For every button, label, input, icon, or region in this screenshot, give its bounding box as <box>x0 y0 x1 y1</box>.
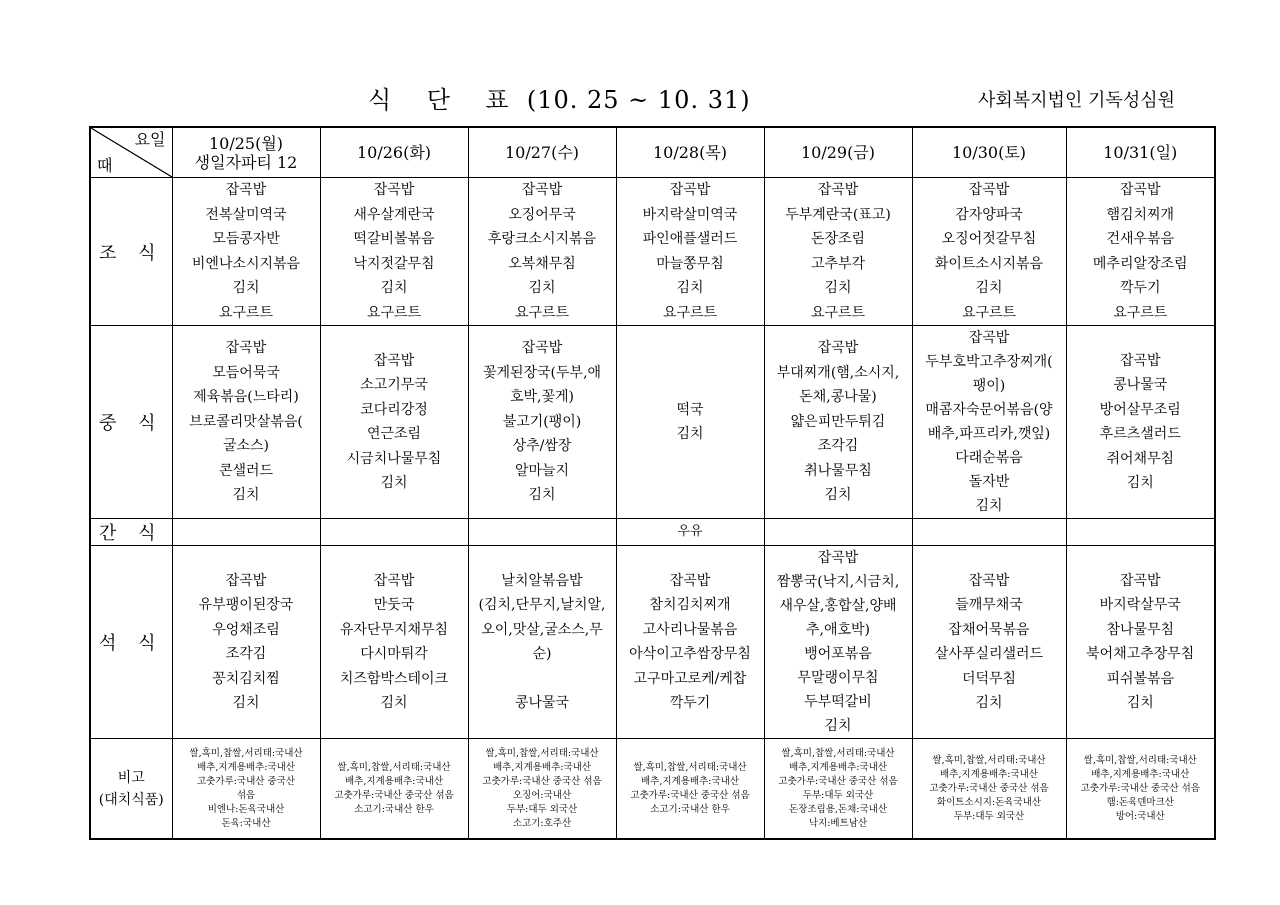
menu-item: 화이트소시지볶음 <box>934 255 1044 272</box>
menu-item: 시금치나물무침 <box>346 450 442 467</box>
menu-item: 아삭이고추쌈장무침 <box>629 646 751 662</box>
menu-item: 김치 <box>1126 475 1154 491</box>
snack-cell <box>764 519 912 546</box>
menu-item: 요구르트 <box>961 304 1017 321</box>
menu-item: 건새우볶음 <box>1106 231 1175 247</box>
note-line: 쌀,흑미,찹쌀,서리태:국내산 <box>932 754 1046 766</box>
note-line: 배추,지계용배추:국내산 <box>789 761 887 773</box>
menu-item: 얇은피만두튀김 <box>790 413 886 430</box>
breakfast-row <box>90 178 1215 326</box>
day-header <box>468 127 616 178</box>
note-line: 배추,지계용배추:국내산 <box>641 775 739 787</box>
note-line: 고춧가루:국내산 중국산 섞음 <box>630 789 750 801</box>
menu-item: 김치 <box>975 695 1003 711</box>
menu-item: 잡곡밥 <box>373 352 415 369</box>
menu-item: 제육볶음(느타리) <box>193 389 299 406</box>
page-title: 식 단 표 (10. 25 ~ 10. 31) <box>368 86 751 114</box>
note-line: 쌀,흑미,찹쌀,서리태:국내산 <box>485 747 599 759</box>
menu-cell <box>172 326 320 519</box>
menu-item: 유부팽이된장국 <box>198 597 294 613</box>
day-date: 10/26(화) <box>356 143 432 162</box>
menu-item: 잡곡밥 <box>669 572 711 589</box>
header-row <box>90 127 1215 178</box>
menu-item: 모듬어묵국 <box>212 364 280 381</box>
menu-cell <box>172 546 320 739</box>
note-line: 비엔나:돈육국내산 <box>207 803 285 815</box>
note-line: 배추,지계용배추:국내산 <box>345 775 443 787</box>
snack-row <box>90 519 1215 546</box>
menu-item: 만둣국 <box>373 597 415 613</box>
menu-item: 낙지젓갈무침 <box>353 255 435 272</box>
menu-item: 오징어젓갈무침 <box>941 231 1037 247</box>
notes-cell <box>1066 739 1215 840</box>
notes-cell <box>468 739 616 840</box>
menu-item: 김치 <box>232 280 260 296</box>
corner-cell <box>90 127 172 178</box>
note-line: 배추,지계용배추:국내산 <box>1091 768 1190 780</box>
day-date: 10/25(월) <box>208 133 284 153</box>
menu-cell <box>320 326 468 519</box>
menu-table <box>89 126 1216 840</box>
note-line: 배추,지계용배추:국내산 <box>493 761 591 773</box>
day-date: 10/31(일) <box>1103 143 1178 162</box>
menu-item: 바지락살무국 <box>1099 597 1181 613</box>
menu-item: 피쉬볼볶음 <box>1106 670 1175 687</box>
menu-item: 방어살무조림 <box>1099 401 1181 418</box>
menu-item: 꽃게된장국(두부,애 <box>482 364 602 381</box>
note-line: 고춧가루:국내산 중국산 섞음 <box>1080 782 1200 794</box>
note-line: 햄:돈육덴마크산 <box>1106 796 1174 808</box>
menu-cell <box>912 546 1066 739</box>
menu-item: 마늘쫑무침 <box>656 255 724 272</box>
menu-item: 연근조림 <box>366 426 422 442</box>
breakfast-label: 조 식 <box>90 178 172 326</box>
note-line: 쌀,흑미,찹쌀,서리태:국내산 <box>633 761 747 773</box>
menu-cell <box>616 178 764 326</box>
menu-item: 호박,꽃게) <box>509 389 574 406</box>
notes-label-line: (대치식품) <box>98 791 164 808</box>
menu-item: 잡곡밥 <box>817 340 859 357</box>
note-line: 방어:국내산 <box>1115 810 1165 822</box>
lunch-row <box>90 326 1215 519</box>
menu-item: 취나물무침 <box>804 462 872 479</box>
menu-item: 김치 <box>824 280 852 296</box>
note-line: 두부:대두 외국산 <box>802 789 874 801</box>
menu-cell <box>912 326 1066 519</box>
menu-item: 팽이) <box>972 378 1006 394</box>
menu-cell <box>1066 178 1215 326</box>
note-line: 소고기:국내산 한우 <box>650 803 730 815</box>
day-header <box>912 127 1066 178</box>
menu-item: 두부호박고추장찌개( <box>925 354 1053 370</box>
day-axis-label: 요일 <box>134 130 166 149</box>
menu-item: 오이,맛살,굴소스,무 <box>481 621 603 638</box>
menu-item: 김치 <box>380 695 408 711</box>
menu-item: 들깨무채국 <box>955 597 1023 613</box>
dinner-label: 석 식 <box>90 546 172 739</box>
menu-item: 유자단무지채무침 <box>339 621 449 638</box>
notes-cell <box>320 739 468 840</box>
note-line: 고춧가루:국내산 중국산 섞음 <box>482 775 602 787</box>
snack-label: 간 식 <box>90 519 172 546</box>
menu-item: 잡곡밥 <box>373 572 415 589</box>
note-line: 섞음 <box>236 789 256 801</box>
menu-item: 고구마고로케/케찹 <box>633 670 747 687</box>
menu-item: 추,애호박) <box>805 622 870 638</box>
snack-cell: 우유 <box>616 519 764 546</box>
menu-item: 돈채,콩나물) <box>799 389 877 406</box>
menu-item: 돌자반 <box>968 474 1010 490</box>
notes-cell <box>912 739 1066 840</box>
snack-cell <box>172 519 320 546</box>
menu-item: 요구르트 <box>810 304 866 321</box>
note-line: 고춧가루:국내산 중국산 섞음 <box>929 782 1049 794</box>
menu-cell <box>468 546 616 739</box>
menu-item: 김치 <box>676 280 704 296</box>
menu-item: 김치 <box>528 280 556 296</box>
menu-item: 요구르트 <box>662 304 718 321</box>
note-line: 쌀,흑미,찹쌀,서리태:국내산 <box>189 747 303 759</box>
menu-item: 모듬콩자반 <box>212 231 280 247</box>
note-line: 소고기:호주산 <box>512 817 572 829</box>
day-date: 10/27(수) <box>504 143 580 162</box>
menu-item: 김치 <box>975 498 1003 514</box>
menu-item: 치즈함박스테이크 <box>339 670 449 687</box>
menu-item: 잡곡밥 <box>968 182 1010 198</box>
menu-item: 메추리알장조림 <box>1092 255 1188 272</box>
note-line: 낙지:베트남산 <box>808 817 868 829</box>
menu-cell <box>616 326 764 519</box>
organization-name: 사회복지법인 기독성심원 <box>978 90 1175 111</box>
menu-item: 콘샐러드 <box>218 462 274 479</box>
menu-item: 바지락살미역국 <box>642 206 738 223</box>
menu-cell <box>764 178 912 326</box>
menu-item: 김치 <box>380 475 408 491</box>
menu-item: 순) <box>532 646 552 662</box>
menu-item: 상추/쌈장 <box>512 438 572 455</box>
note-line: 배추,지계용배추:국내산 <box>940 768 1038 780</box>
menu-item: 배추,파프리카,깻잎) <box>927 426 1051 442</box>
menu-item: 뱅어포볶음 <box>804 646 872 662</box>
menu-cell <box>1066 326 1215 519</box>
day-date: 10/30(토) <box>951 143 1027 162</box>
menu-cell <box>616 546 764 739</box>
note-line: 고춧가루:국내산 중국산 <box>197 775 295 787</box>
menu-item: 요구르트 <box>1113 304 1168 321</box>
menu-cell <box>764 546 912 739</box>
note-line: 돈육:국내산 <box>221 817 271 829</box>
menu-cell <box>172 178 320 326</box>
notes-label-line: 비고 <box>117 769 145 786</box>
menu-item: 김치 <box>824 718 852 734</box>
lunch-label: 중 식 <box>90 326 172 519</box>
menu-item: 잡곡밥 <box>968 330 1010 346</box>
menu-item: 꽁치김치찜 <box>212 670 280 687</box>
notes-cell <box>764 739 912 840</box>
note-line: 고춧가루:국내산 중국산 섞음 <box>334 789 454 801</box>
menu-item: 파인애플샐러드 <box>642 231 738 247</box>
menu-item: 요구르트 <box>366 304 422 321</box>
menu-item: 김치 <box>232 487 260 504</box>
menu-item: 알마늘지 <box>514 462 570 479</box>
menu-item: 김치 <box>676 426 704 442</box>
menu-item: 참치김치찌개 <box>649 597 731 613</box>
menu-item: 두부떡갈비 <box>804 694 872 710</box>
menu-item: 짬뽕국(낙지,시금치, <box>776 574 900 590</box>
menu-item: 잡곡밥 <box>817 550 859 566</box>
menu-item: 브로콜리맛살볶음( <box>189 413 303 430</box>
menu-item: 잡곡밥 <box>225 572 267 589</box>
menu-item: 고추부각 <box>810 255 866 272</box>
menu-item: 떡국 <box>676 401 704 418</box>
day-header <box>172 127 320 178</box>
menu-item <box>469 667 616 692</box>
menu-item: 잡곡밥 <box>968 572 1010 589</box>
snack-cell <box>320 519 468 546</box>
menu-item: 굴소스) <box>222 438 270 455</box>
menu-item: 잡곡밥 <box>373 182 415 198</box>
menu-item: 고사리나물볶음 <box>642 621 738 638</box>
menu-item: 잡곡밥 <box>817 182 859 198</box>
menu-item: 잡곡밥 <box>521 340 563 357</box>
menu-item: 요구르트 <box>514 304 570 321</box>
menu-item: 돈장조림 <box>810 231 866 247</box>
menu-item: 더덕무침 <box>961 670 1017 687</box>
menu-item: 다시마튀각 <box>360 646 428 662</box>
menu-item: 다래순볶음 <box>955 450 1023 466</box>
menu-cell <box>764 326 912 519</box>
menu-item: 무말랭이무침 <box>797 670 879 686</box>
note-line: 배추,지계용배추:국내산 <box>197 761 295 773</box>
menu-item: 김치 <box>232 695 260 711</box>
day-date: 10/29(금) <box>800 143 876 162</box>
menu-item: 북어채고추장무침 <box>1086 646 1195 662</box>
menu-item: 후랑크소시지볶음 <box>487 231 597 247</box>
menu-item: 잡채어묵볶음 <box>948 621 1030 638</box>
snack-cell <box>912 519 1066 546</box>
day-event: 생일자파티 12 <box>194 152 298 172</box>
menu-cell <box>320 546 468 739</box>
snack-cell <box>1066 519 1215 546</box>
menu-item: 잡곡밥 <box>521 182 563 198</box>
menu-item: 참나물무침 <box>1106 621 1175 638</box>
menu-item: 김치 <box>824 487 852 504</box>
notes-cell <box>172 739 320 840</box>
menu-cell <box>1066 546 1215 739</box>
note-line: 두부:대두 외국산 <box>953 810 1025 822</box>
menu-item: 잡곡밥 <box>1119 572 1161 589</box>
note-line: 돈장조림용,돈채:국내산 <box>789 803 887 815</box>
menu-item: 깍두기 <box>669 695 711 711</box>
day-date: 10/28(목) <box>652 143 728 162</box>
menu-item: 김치 <box>975 280 1003 296</box>
menu-item: 불고기(팽이) <box>502 413 582 430</box>
note-line: 쌀,흑미,찹쌀,서리태:국내산 <box>337 761 451 773</box>
note-line: 쌀,흑미,찹쌀,서리태:국내산 <box>1083 754 1197 766</box>
menu-item: 오복채무침 <box>508 255 576 272</box>
menu-item: 감자양파국 <box>955 206 1023 223</box>
menu-item: 새우살,홍합살,양배 <box>779 598 897 614</box>
menu-item: 잡곡밥 <box>669 182 711 198</box>
menu-item: 날치알볶음밥 <box>501 572 583 589</box>
dinner-row <box>90 546 1215 739</box>
menu-cell <box>468 326 616 519</box>
menu-item: 우엉채조림 <box>212 621 280 638</box>
menu-item: 오징어무국 <box>508 206 576 223</box>
menu-item: 잡곡밥 <box>1119 182 1161 198</box>
notes-label <box>90 739 172 840</box>
menu-item: 살사푸실리샐러드 <box>934 646 1044 662</box>
menu-item: 잡곡밥 <box>1119 352 1161 369</box>
menu-item: 요구르트 <box>218 304 274 321</box>
menu-item: 잡곡밥 <box>225 340 267 357</box>
note-line: 두부:대두 외국산 <box>506 803 578 815</box>
note-line: 오징어:국내산 <box>512 789 572 801</box>
menu-item: 깍두기 <box>1119 280 1161 296</box>
menu-item: 콩나물국 <box>1113 377 1168 393</box>
note-line: 쌀,흑미,찹쌀,서리태:국내산 <box>781 747 895 759</box>
menu-item: 전복살미역국 <box>205 206 287 223</box>
menu-item: 콩나물국 <box>514 695 570 711</box>
note-line: 화이트소시지:돈육국내산 <box>936 796 1042 808</box>
menu-item: 후르츠샐러드 <box>1099 426 1181 442</box>
menu-item: 새우살계란국 <box>353 206 435 223</box>
notes-cell <box>616 739 764 840</box>
menu-item: 두부계란국(표고) <box>785 206 891 223</box>
menu-item: 잡곡밥 <box>225 182 267 198</box>
menu-item: 햄김치찌개 <box>1106 206 1175 223</box>
menu-item: 코다리강정 <box>360 401 428 418</box>
day-header <box>764 127 912 178</box>
menu-item: 김치 <box>528 487 556 504</box>
menu-item: 소고기무국 <box>360 377 428 393</box>
day-header <box>1066 127 1215 178</box>
menu-item: 쥐어채무침 <box>1106 450 1175 467</box>
menu-item: (김치,단무지,날치알, <box>478 597 606 613</box>
day-header <box>320 127 468 178</box>
menu-item: 김치 <box>1126 695 1154 711</box>
day-header <box>616 127 764 178</box>
note-line: 소고기:국내산 한우 <box>354 803 434 815</box>
note-line: 고춧가루:국내산 중국산 섞음 <box>778 775 898 787</box>
menu-cell <box>912 178 1066 326</box>
menu-item: 떡갈비볼볶음 <box>353 231 435 247</box>
menu-item: 부대찌개(햄,소시지, <box>776 364 900 381</box>
menu-item: 비엔나소시지볶음 <box>191 255 301 272</box>
meal-axis-label: 때 <box>97 156 113 175</box>
menu-cell <box>468 178 616 326</box>
snack-cell <box>468 519 616 546</box>
menu-item: 김치 <box>380 280 408 296</box>
menu-item: 매콤자숙문어볶음(양 <box>925 402 1053 418</box>
menu-item: 조각김 <box>225 646 267 662</box>
menu-item: 조각김 <box>817 438 859 455</box>
menu-cell <box>320 178 468 326</box>
notes-row <box>90 739 1215 840</box>
